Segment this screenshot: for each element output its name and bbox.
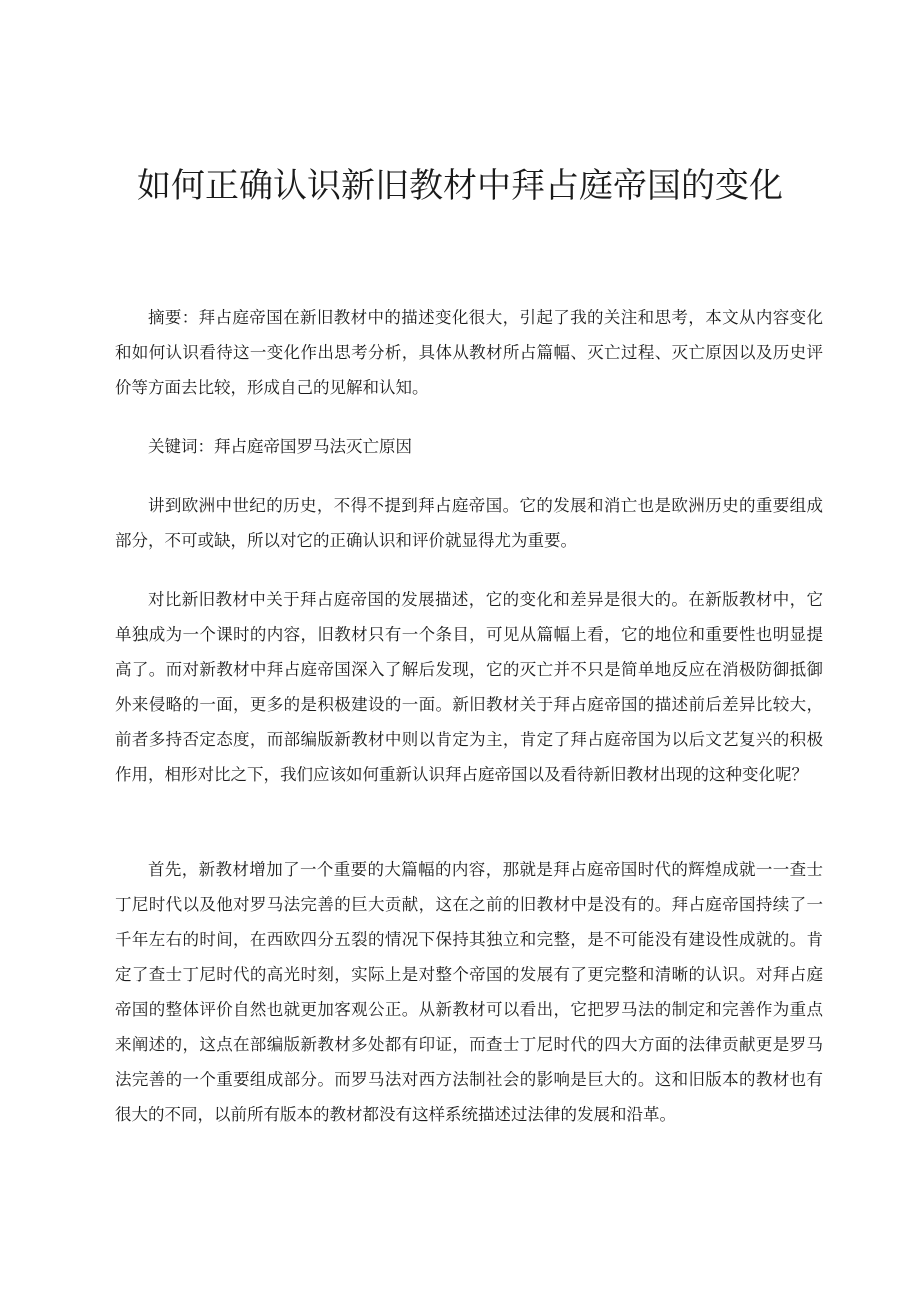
body-paragraph-2: 对比新旧教材中关于拜占庭帝国的发展描述，它的变化和差异是很大的。在新版教材中，它单独成为一个课时的内容，旧教材只有一个条目，可见从篇幅上看，它的地位和重要性也明显提高了。而对新教材中拜占庭帝国深入了解后发现，它的灭亡并不只是简单地反应在消极防御抵御外来侵略的一面，更多的是积极建设的一面。新旧教材关于拜占庭帝国的描述前后差异比较大，前者多持否定态度，而部编版新教材中则以肯定为主，肯定了拜占庭帝国为以后文艺复兴的积极作用，相形对比之下，我们应该如何重新认识拜占庭帝国以及看待新旧教材出现的这种变化呢？ — [115, 590, 823, 784]
body-paragraph-1: 讲到欧洲中世纪的历史，不得不提到拜占庭帝国。它的发展和消亡也是欧洲历史的重要组成部分，不可或缺，所以对它的正确认识和评价就显得尤为重要。 — [115, 496, 823, 550]
abstract-paragraph: 摘要：拜占庭帝国在新旧教材中的描述变化很大，引起了我的关注和思考，本文从内容变化和如何认识看待这一变化作出思考分析，具体从教材所占篇幅、灭亡过程、灭亡原因以及历史评价等方面去比较，形成自己的见解和认知。 — [115, 308, 823, 397]
keywords-line: 关键词：拜占庭帝国罗马法灭亡原因 — [148, 437, 412, 456]
document-title: 如何正确认识新旧教材中拜占庭帝国的变化 — [137, 166, 783, 206]
body-paragraph-3: 首先，新教材增加了一个重要的大篇幅的内容，那就是拜占庭帝国时代的辉煌成就一一查士丁尼时代以及他对罗马法完善的巨大贡献，这在之前的旧教材中是没有的。拜占庭帝国持续了一千年左右的时间，在西欧四分五裂的情况下保持其独立和完整，是不可能没有建设性成就的。肯定了查士丁尼时代的高光时刻，实际上是对整个帝国的发展有了更完整和清晰的认识。对拜占庭帝国的整体评价自然也就更加客观公正。从新教材可以看出，它把罗马法的制定和完善作为重点来阐述的，这点在部编版新教材多处都有印证，而查士丁尼时代的四大方面的法律贡献更是罗马法完善的一个重要组成部分。而罗马法对西方法制社会的影响是巨大的。这和旧版本的教材也有很大的不同，以前所有版本的教材都没有这样系统描述过法律的发展和沿革。 — [115, 860, 823, 1124]
